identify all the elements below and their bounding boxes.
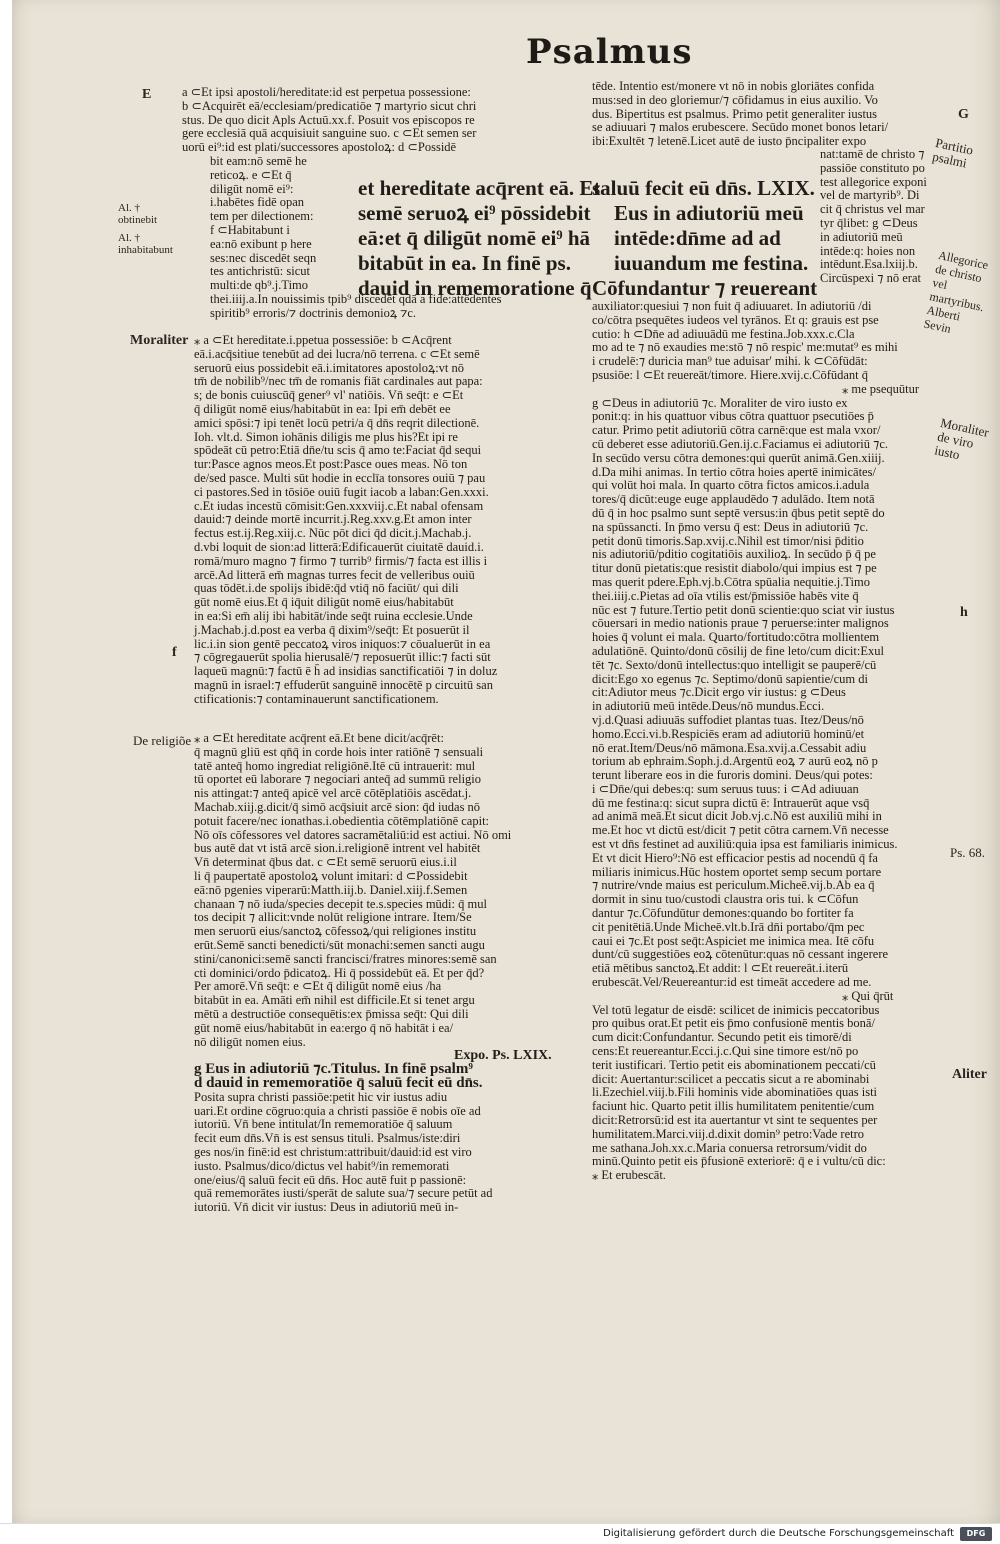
text-line: i.habētes fidē opan xyxy=(210,195,305,210)
left-scripture-text xyxy=(358,176,600,301)
text-line: tatē anteq̄ homo ingrediat religiōnē.Itē cū intrauerit: mul xyxy=(194,758,476,773)
text-line: uorū ei⁹:id est plati/successores apostoloꝝ: d ⊂Possidē xyxy=(182,140,457,155)
text-line: bitabūt in ea. Amāti em̄ nihil est difficile.Et si tenet argu xyxy=(194,993,475,1008)
text-line: tēt ⁊c. Sexto/donū intellectus:quo intelligit se pauperē/cū xyxy=(592,657,877,672)
text-line: stus. De quo dicit Apls Actuū.xx.f. Posuit vos episcopos re xyxy=(182,112,475,127)
text-line: miliaris inimicus.Hūc hostem oportet semp secum portare xyxy=(592,864,882,879)
text-line: iutoriū. Vn̄ dicit vir iustus: Deus in adiutoriū meū in- xyxy=(194,1200,459,1215)
digitization-footer xyxy=(0,1523,1000,1544)
text-line: tem per dilectionem: xyxy=(210,209,314,224)
text-line: dunt/cū suggestiōes eoꝝ cōtenūtur:quas nō cessant ingerere xyxy=(592,947,889,962)
text-line: dus. Bipertitus est psalmus. Primo petit generaliter iustus xyxy=(592,106,878,121)
text-line: in adiutoriū meū xyxy=(820,229,903,244)
text-line: Posita supra christi passiōe:petit hic vir iustus adiu xyxy=(194,1089,448,1104)
text-line: terunt liberare eos in die furoris domini. Deus/qui potes: xyxy=(592,768,873,783)
text-line: tū oportet eū laborare ⁊ negociari anteq̄ ad summū religio xyxy=(194,772,482,787)
text-line: men seruorū eius/sanctoꝝ cōfessoꝝ/qui religiones institu xyxy=(194,924,477,939)
text-line: ⁎ Et erubescāt. xyxy=(592,1168,666,1183)
text-line: tur:Pasce agnos meos.Et post:Pasce oues meas. Nō ton xyxy=(194,457,468,472)
right-upper-commentary xyxy=(592,80,888,149)
text-line: tores/q̄ dicūt:euge euge applaudēdo ⁊ adulādo. Item notā xyxy=(592,492,875,507)
text-line: dicit:Ego xo egenus ⁊c. Septimo/donū sapientie/cum di xyxy=(592,671,868,686)
text-line: g ⊂Deus in adiutoriū ⁊c. Moraliter de viro iusto ex xyxy=(592,395,848,410)
left-margin-mark: E xyxy=(142,87,152,102)
text-line: potuit facere/nec ionathas.i.obedientia cōtēmplatiōnē capit: xyxy=(194,813,490,828)
text-line: cit:Adiutor meus ⁊c.Dicit ergo vir iustus: g ⊂Deus xyxy=(592,685,846,700)
right-margin-moraliter: Moraliter de viro iusto xyxy=(933,415,991,463)
left-margin-f: f xyxy=(172,645,177,660)
text-line: test allegorice exponi xyxy=(820,174,927,189)
text-line: laqueū magnū:⁊ factū ē h̄ ad insidias sanctificatiōi ⁊ in doluz xyxy=(194,664,498,679)
text-line: cens:Et reuereantur.Ecci.j.c.Qui sine timore est/nō po xyxy=(592,1044,859,1059)
text-line: hoies q̄ volunt ei mala. Quarto/fortitudo:cōtra mollientem xyxy=(592,630,880,645)
scripture-line: bitabūt in ea. In finē ps. xyxy=(358,251,571,275)
text-line: j.Machab.j.d.post ea verba q̄ dixim⁹/seq̄t: Et posuerūt il xyxy=(194,622,470,637)
text-line: Circūspexi ⁊ nō erat xyxy=(820,271,921,286)
text-line: tm̄ de nobilib⁹/nec tm̄ de romanis fiāt cardinales aut papa: xyxy=(194,374,483,389)
left-margin-ref-inhabitabunt: Al. † inhabitabunt xyxy=(118,232,173,256)
text-line: diligūt nomē ei⁹: xyxy=(210,181,294,196)
text-line: gūt nomē eius.Et q̄ iq̄uit diligūt nomē eius/habitabūt xyxy=(194,595,454,610)
text-line: nō diligūt nomen eius. xyxy=(194,1034,306,1049)
text-line: nis adiutoriū/pditio cogitatiōis auxilioꝝ. In secūdo p̄ q̄ pe xyxy=(592,547,876,562)
text-line: ⁎ Qui q̄rūt xyxy=(842,988,894,1003)
scripture-line: dauid in rememoratione q̄ xyxy=(358,276,592,300)
scripture-line: semē seruoꝝ ei⁹ pōssidebit xyxy=(358,201,591,225)
text-line: seruorū eius possidebit eā.i.imitatores apostoloꝝ:vt nō xyxy=(194,360,465,375)
text-line: arcē.Ad litterā em̄ magnas turres fecit de velleribus ouiū xyxy=(194,567,475,582)
text-line: humilitatem.Marci.viij.d.dixit domin⁹ petro:Vade retro xyxy=(592,1126,865,1141)
text-line: In secūdo versu cōtra demones:qui querūt animā.Gen.xiiij. xyxy=(592,450,885,465)
text-line: ges nos/in finē:id est christum:attribuit/dauid:id est viro xyxy=(194,1144,472,1159)
text-line: b ⊂Acquirēt eā/ecclesiam/predicatiōe ⁊ martyrio sicut chri xyxy=(182,98,477,113)
text-line: mo ad te ⁊ nō exaudies me:stō ⁊ nō respic' me:mutat⁹ es mihi xyxy=(592,340,898,355)
running-head: Psalmus xyxy=(526,32,693,72)
left-margin-ref-obtinebit: Al. † obtinebit xyxy=(118,202,158,226)
text-line: passiōe constituto po xyxy=(820,160,925,175)
text-line: qui volūt hoi mala. In quarto cōtra fictos amicos.i.adula xyxy=(592,478,870,493)
text-line: ⁎ a ⊂Et hereditate acq̄rent eā.Et bene dicit/acq̄rēt: xyxy=(194,731,444,745)
text-line: d.Da mihi animas. In tertio cōtra hoies apertē inimicātes/ xyxy=(592,464,876,479)
text-line: auxiliator:quesiui ⁊ non fuit q̄ adiuuaret. In adiutoriū /di xyxy=(592,299,872,313)
text-line: nūc est ⁊ future.Tertio petit donū scientie:quo sciat vir iustus xyxy=(592,602,895,617)
scripture-line: et hereditate acq̄rent eā. Et xyxy=(358,176,601,200)
text-line: gūt nomē eius/habitabūt in ea:ergo q̄ nō habitāt i ea/ xyxy=(194,1020,454,1035)
text-line: fectus est.ij.Reg.xiij.c. Nūc pōt dici q̄d dicit.j.Machab.j. xyxy=(194,526,472,541)
text-line: intēde:q: hoies non xyxy=(820,243,916,258)
text-line: cōuersari in medio nationis praue ⁊ peruerse:inter malignos xyxy=(592,616,889,631)
text-line: stini/canonici:semē sancti francisci/fratres minores:semē san xyxy=(194,951,497,966)
text-line: nis attingat:⁊ anteq̄ apicē vel arcē cōtēplatiōis ascēdat.j. xyxy=(194,786,472,801)
text-line: cit q̄ christus vel mar xyxy=(820,202,925,217)
text-line: dormit in sinu tuo/custodi claustra oris tui. k ⊂Cōfun xyxy=(592,892,859,907)
text-line: q̄ diligūt nomē eius/habitabūt in ea: Ipi em̄ debēt ee xyxy=(194,401,451,416)
text-line: dicit: Auertantur:scilicet a peccatis sicut a re abominabi xyxy=(592,1071,870,1086)
right-margin-g: G xyxy=(958,107,969,122)
text-line: dū q̄ in hoc psalmo sunt septē versus:in q̄bus petit septē do xyxy=(592,505,885,520)
text-line: de/sed pasce. Multi sūt hodie in ecclīa tonsores ouiū ⁊ pau xyxy=(194,470,486,485)
text-line: q̄ magnū gliū est qn̄q̄ in corde hois inter ratiōnē ⁊ sensuali xyxy=(194,744,484,759)
right-scripture-text xyxy=(592,176,817,301)
text-line: amici spōsi:⁊ ipi tenēt locū petri/a q̄ dn̄s reqrit dilectionē. xyxy=(194,415,480,430)
text-line: thei.iiij.a.In nouissimis tpib⁹ discedēt qdā a fide:attēdentes xyxy=(210,291,502,306)
text-line: eā:nō pgenies viperarū:Matth.iij.b. Daniel.xiij.f.Semen xyxy=(194,882,468,897)
text-line: iusto. Psalmus/dico/dictus vel habit⁹/in rememorati xyxy=(194,1158,450,1173)
text-line: ⁎ a ⊂Et hereditate.i.ppetua possessiōe: b ⊂Acq̄rent xyxy=(194,333,452,347)
text-line: Nō oīs cōfessores vel datores sacramētaliū:id est actiui. Nō omi xyxy=(194,827,512,842)
text-line: dantur ⁊c.Cōfundūtur demones:quando bo fortiter fa xyxy=(592,906,854,921)
text-line: dū me festina:q: sicut supra dictū ē: Intrauerūt aque vsq̄ xyxy=(592,795,870,810)
text-line: cum dicit:Confundantur. Secundo petit eis timorē/di xyxy=(592,1030,852,1045)
text-line: terit iustificari. Tertio petit eis abominationem peccati/cū xyxy=(592,1057,876,1072)
text-line: na spūssancti. In p̄mo versu q̄ est: Deus in adiutoriū ⁊c. xyxy=(592,519,869,534)
text-line: nō erat.Item/Deus/nō māmona.Esa.xvij.a.Cessabit adiu xyxy=(592,740,867,755)
left-main-commentary xyxy=(194,334,497,707)
text-line: titur donū pietatis:que resistit diabolo/qui impius est ⁊ pe xyxy=(592,561,877,576)
right-main-commentary xyxy=(592,300,919,1183)
text-line: psusiōe: l ⊂Et reuereāt/timore. Hiere.xvij.c.Cōfūdant q̄ xyxy=(592,367,869,382)
text-line: petit donū timoris.Sap.xvij.c.Nihil est timor/nisi p̄ditio xyxy=(592,533,864,548)
text-line: vel de martyrib⁹. Di xyxy=(820,188,920,203)
right-margin-ps68: Ps. 68. xyxy=(950,845,986,860)
text-line: vj.d.Quasi adiuuās suffodiet plantas tuas. Itez/Deus/nō xyxy=(592,712,864,727)
text-line: mus:sed in deo gloriemur/⁊ cōfidamus in eius auxilio. Vo xyxy=(592,92,878,107)
text-line: pro quibus orat.Et petit eis p̄mo confusionē mentis bonā/ xyxy=(592,1016,875,1031)
text-line: romā/muro magno ⁊ firmo ⁊ turrib⁹ firmis/⁊ facta est illis i xyxy=(194,553,488,568)
scripture-line: Eus in adiutoriū meū xyxy=(614,201,804,225)
text-line: iutoriū. Vn̄ bene intitulat/In rememoratiōe q̄ saluum xyxy=(194,1117,453,1132)
text-line: Vn̄ determinat q̄bus dat. c ⊂Et semē seruorū eius.i.il xyxy=(194,855,457,870)
text-line: tos decipit ⁊ allicit:vnde nolūt religione intrare. Item/Se xyxy=(194,910,472,925)
text-line: magnū in israel:⁊ effuderūt sanguinē innocētē p circuitū san xyxy=(194,677,493,692)
text-line: co/cōtra psequētes iudeos vel tyrānos. Et q: grauis est pse xyxy=(592,312,879,327)
text-line: cit penitētiā.Unde Micheē.vlt.b.Irā dn̄i portabo/q̄m pec xyxy=(592,919,865,934)
text-line: s; de bonis cuiuscūq̄ gener⁹ vl' natiōis. Vn̄ seq̄t: e ⊂Et xyxy=(194,388,464,403)
text-line: erūt.Semē sancti benedicti/sūt monachi:semen sancti augu xyxy=(194,937,485,952)
text-line: dauid:⁊ deinde mortē incurrit.j.Reg.xxv.g.Et amon inter xyxy=(194,512,472,527)
text-line: est vt dn̄s festinet ad auxiliū:quia ipsa est familiaris inimicus. xyxy=(592,837,898,852)
text-line: erubescāt.Vel/Reuereantur:id est timeāt accedere ad me. xyxy=(592,975,872,990)
text-line: uari.Et ordine cōgruo:quia a christi passiōe ē nobis oīe ad xyxy=(194,1103,481,1118)
text-line: g Eus in adiutoriū ⁊c.Titulus. In finē psalm⁹ xyxy=(194,1061,473,1078)
text-line: spōdeāt cū petro:Etiā dn̄e/tu scis q̄ amo te:Faciat q̄d sequi xyxy=(194,443,482,458)
text-line: cti dominici/ordo p̄dicatoꝝ. Hi q̄ possidebūt eā. Et per q̄d? xyxy=(194,965,485,980)
left-margin-de-religiose: De religiõe xyxy=(133,733,192,748)
text-line: quas tōdēt.i.de spolijs ibidē:q̄d vtiq̄ nō faciūt/ qui dili xyxy=(194,581,459,596)
text-line: thei.iiij.c.Pietas ad oīa vtilis est/p̄missiōe habēs vite q̄ xyxy=(592,588,859,603)
text-line: mētū a destructiōe consequētis:ex p̄missa seq̄t: Qui dili xyxy=(194,1006,469,1021)
text-line: caui ei ⁊c.Et post seq̄t:Aspiciet me inimica mea. Itē cōfu xyxy=(592,933,875,948)
text-line: ci pastores.Sed in tōsiōe ouiū fugit iacob a laban:Gen.xxxi. xyxy=(194,484,489,499)
text-line: d.vbi loquit de sion:ad litterā:Edificauerūt ciuitatē dauid.i. xyxy=(194,539,484,554)
text-line: f ⊂Habitabunt i xyxy=(210,222,290,237)
left-lower-commentary xyxy=(194,732,552,1215)
text-line: intēdunt.Esa.lxiij.b. xyxy=(820,257,918,272)
funding-credit: Digitalisierung gefördert durch die Deutsche Forschungsgemeinschaft xyxy=(603,1528,954,1539)
text-line: ibi:Exultēt ⁊ letenē.Licet autē de iusto p̄ncipaliter expo xyxy=(592,134,867,149)
text-line: homo.Ecci.vi.b.Respiciēs eram ad adiutoriū hominū/et xyxy=(592,726,865,741)
scripture-line: saluū fecit eū dn̄s. LXIX. xyxy=(592,176,815,200)
text-line: i crudelē:⁊ duricia man⁹ tue aduisar' mihi. k ⊂Cōfūdāt: xyxy=(592,354,868,369)
text-line: gere ecclesiā quā acquisiuit sanguine suo. c ⊂Et semen ser xyxy=(182,126,477,141)
text-line: bit eam:nō semē he xyxy=(210,153,307,168)
right-side-commentary xyxy=(820,148,927,286)
right-margin-h: h xyxy=(960,605,968,620)
text-line: ⁊ nutrire/vnde maius est periculum.Micheē.vij.b.Ab ea q̄ xyxy=(592,878,875,893)
text-line: cutio: h ⊂Dn̄e ad adiuuādū me festina.Job.xxx.c.Cla xyxy=(592,326,855,341)
section-heading: Expo. Ps. LXIX. xyxy=(454,1048,552,1064)
text-line: c.Et iudas incestū cōmisit:Gen.xxxviij.c.Et nabal ofensam xyxy=(194,498,484,513)
text-line: ponit:q: in his quattuor vibus cōtra quattuor psecutiōes p̄ xyxy=(592,409,874,424)
text-line: spiritib⁹ erroris/⁊ doctrinis demonioꝝ ⁊c. xyxy=(210,305,417,320)
text-line: minū.Quinto petit eis p̄fusionē exteriorē: q̄ e i vultu/cū dic: xyxy=(592,1154,886,1169)
text-line: lic.i.in sion gentē peccatoꝝ viros iniquos:⁊ cōualuerūt in ea xyxy=(194,636,491,651)
right-margin-aliter: Aliter xyxy=(952,1067,987,1082)
text-line: etiā mētibus sanctoꝝ.Et addit: l ⊂Et reuereāt.i.iterū xyxy=(592,961,849,976)
text-line: me sathana.Joh.xx.c.Maria conuersa retrorsum/vidit do xyxy=(592,1140,867,1155)
text-line: ctificationis:⁊ contaminauerunt sanctificationem. xyxy=(194,691,439,706)
scripture-line: iuuandum me festina. xyxy=(614,251,809,275)
text-line: Machab.xiij.g.dicit/q̄ simō acq̄siuit arcē sion: q̄d iudas nō xyxy=(194,799,481,814)
text-line: adulatiōnē. Quinto/donū cōsilij de fine leto/cum dicit:Exul xyxy=(592,643,884,658)
text-line: Ioh. vlt.d. Simon iohānis diligis me plus his?Et ipi re xyxy=(194,429,458,444)
text-line: ⁊ cōgregauerūt spolia hierusalē/⁊ reposuerūt illic:⁊ facti sūt xyxy=(194,650,491,665)
text-line: li.Ezechiel.viij.b.Fili hominis vide abominatiōes quas isti xyxy=(592,1085,878,1100)
text-line: Et vt dicit Hiero⁹:Nō est efficacior pestis ad nocendū q̄ fa xyxy=(592,850,878,865)
text-line: Per amorē.Vn̄ seq̄t: e ⊂Et q̄ diligūt nomē eius /ha xyxy=(194,979,442,994)
book-page xyxy=(12,0,1000,1523)
text-line: d dauid in rememoratiōe q̄ saluū fecit eū dn̄s. xyxy=(194,1074,483,1091)
text-line: tes antichristū: sicut xyxy=(210,264,310,279)
text-line: chanaan ⁊ nō iuda/species decepit te.s.species mūdi: q̄ mul xyxy=(194,896,487,911)
text-line: se adiuuari ⁊ malos erubescere. Secūdo monet bonos letari/ xyxy=(592,120,889,135)
text-line: nat:tamē de christo ⁊ xyxy=(820,147,925,161)
text-line: ⁎ me psequūtur xyxy=(842,381,920,396)
text-line: li q̄ paupertatē apostoloꝝ volunt imitari: d ⊂Possidebit xyxy=(194,868,468,883)
text-line: multi:de qb⁹.j.Timo xyxy=(210,278,309,293)
text-line: ad animā meā.Et sicut dicit Job.vj.c.Nō est auxiliū mihi in xyxy=(592,809,882,824)
text-line: tēde. Intentio est/monere vt nō in nobis gloriātes confida xyxy=(592,79,875,93)
left-margin-moraliter: Moraliter xyxy=(130,333,189,348)
scripture-line: intēde:dn̄me ad ad xyxy=(614,226,781,250)
text-line: a ⊂Et ipsi apostoli/hereditate:id est perpetua possessione: xyxy=(182,85,471,99)
text-line: ses:nec discedēt seqn xyxy=(210,250,317,265)
scripture-line: Cōfundantur ⁊ reuereant xyxy=(592,276,818,300)
text-line: tyr q̄libet: g ⊂Deus xyxy=(820,215,918,230)
text-line: bus autē dat vt istā arcē sion.i.religionē intrent vel habitēt xyxy=(194,841,481,856)
text-line: cū deberet esse adiutoriū.Gen.ij.c.Faciamus ei adiutoriū ⁊c. xyxy=(592,436,889,451)
text-line: in adiutoriū meū intēde.Deus/nō mundus.Ecci. xyxy=(592,699,825,714)
text-line: me.Et hoc vt dictū est/dicit ⁊ petit cōtra carnem.Vn̄ necesse xyxy=(592,823,889,838)
right-margin-allegorice: Allegorice de christo vel martyribus. Alberti Sevin xyxy=(922,248,990,336)
text-line: reticoꝝ. e ⊂Et q̄ xyxy=(210,167,292,182)
text-line: fecit eum dn̄s.Vn̄ is est sensus tituli. Psalmus/iste:diri xyxy=(194,1131,461,1146)
text-line: mas querit pdere.Eph.vj.b.Cōtra spūalia nequitie.j.Timo xyxy=(592,574,870,589)
text-line: catur. Primo petit adiutoriū cōtra carnē:que est mala vxor/ xyxy=(592,423,881,438)
text-line: ea:nō exibunt p here xyxy=(210,236,312,251)
text-line: i ⊂Dn̄e/qui debes:q: sum seruus tuus: i ⊂Ad adiuuan xyxy=(592,781,859,796)
text-line: eā.i.acq̄sitiue tenebūt ad dei lucra/nō terrena. c ⊂Et semē xyxy=(194,346,480,361)
text-line: quā rememorātes iusti/sperāt de salute sua/⁊ secure petūt ad xyxy=(194,1186,493,1201)
text-line: dicit:Retrorsū:id est ita auertantur vt sint te sequentes per xyxy=(592,1113,878,1128)
text-line: faciunt hic. Quarto petit illis humilitatem penitentie/cum xyxy=(592,1099,875,1114)
text-line: Vel totū legatur de eisdē: scilicet de inimicis peccatoribus xyxy=(592,1002,880,1017)
text-line: torium ab ephraim.Soph.j.d.Argentū eoꝝ ⁊ aurū eoꝝ nō p xyxy=(592,754,878,769)
right-margin-partitio: Partitio psalmi xyxy=(931,135,975,171)
dfg-logo: DFG xyxy=(960,1527,992,1541)
text-line: one/eius/q̄ saluū fecit eū dn̄s. Hoc autē fuit p passionē: xyxy=(194,1172,467,1187)
text-line: in ea:Si em̄ alij ibi habitāt/inde seq̄t ruina ecclesie.Unde xyxy=(194,608,473,623)
scripture-line: eā:et q̄ diligūt nomē ei⁹ hā xyxy=(358,226,591,250)
